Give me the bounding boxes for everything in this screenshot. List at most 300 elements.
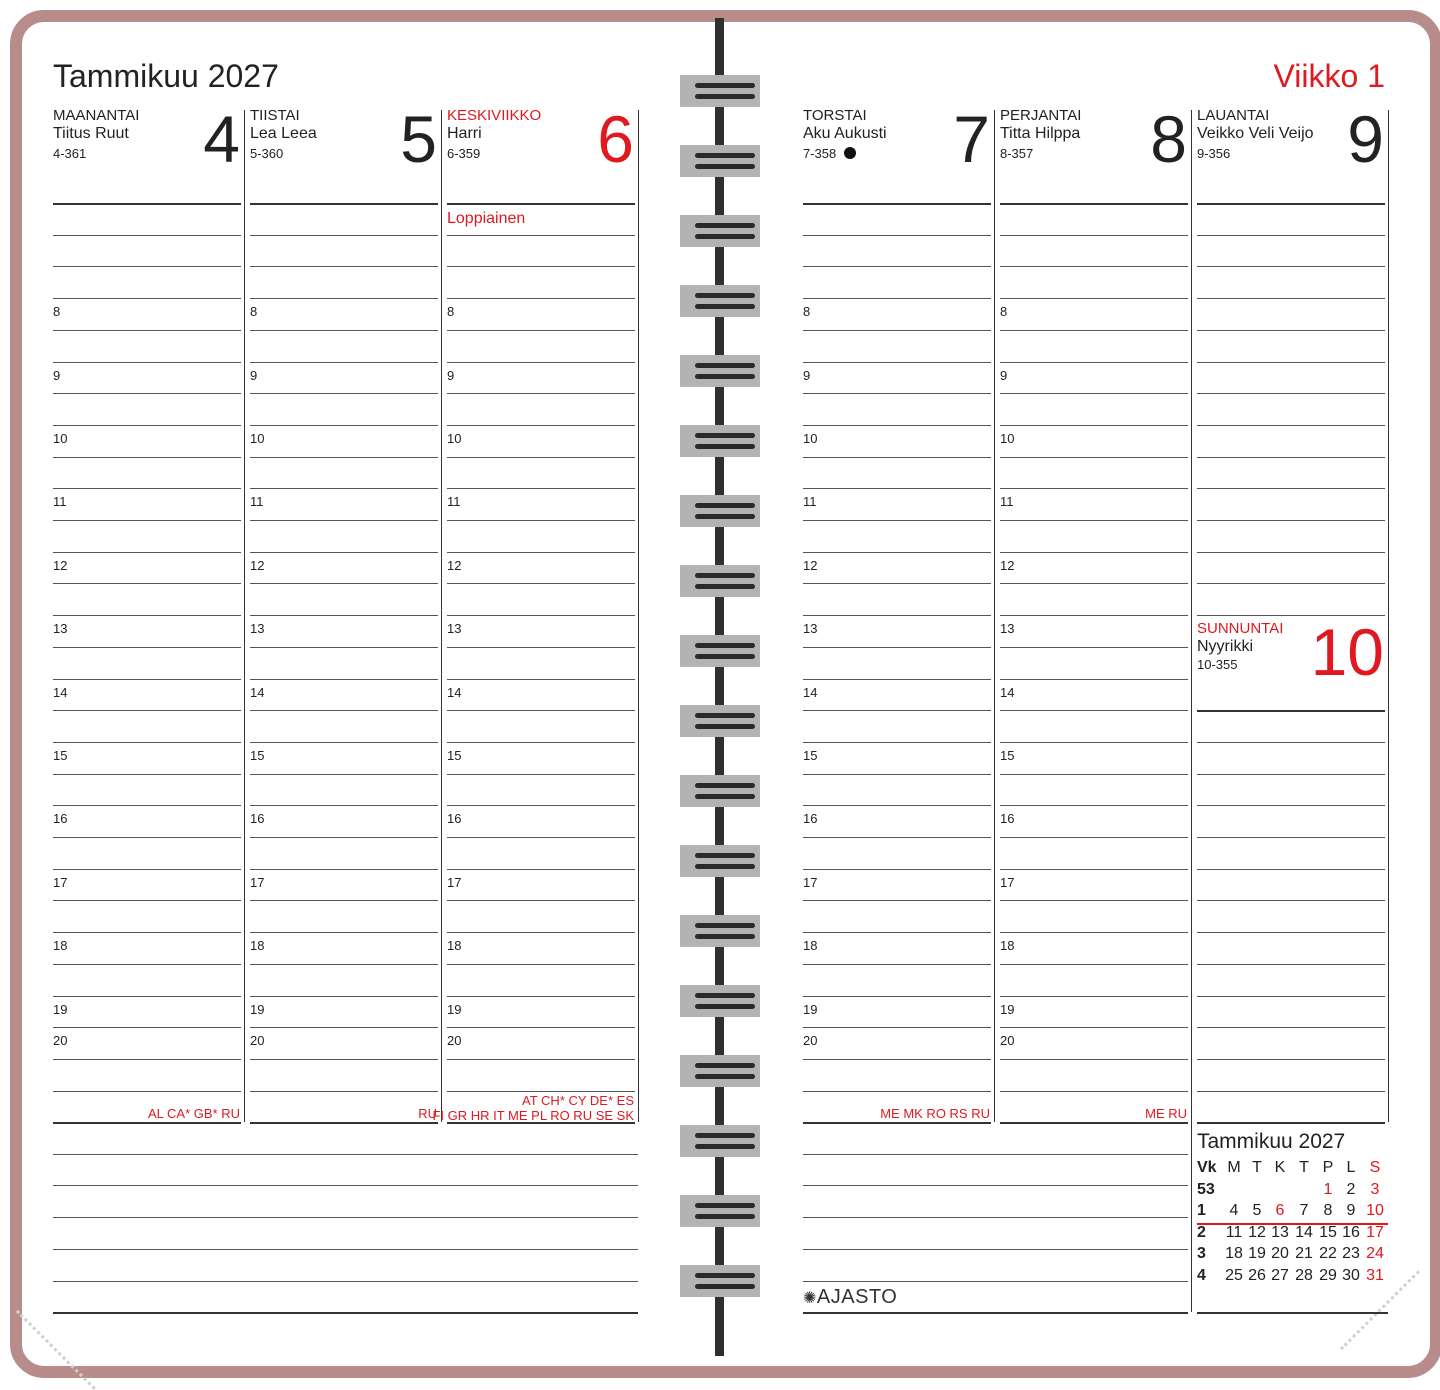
ruled-line bbox=[1000, 615, 1188, 616]
ring-slot bbox=[680, 1055, 760, 1087]
ruled-line bbox=[53, 425, 241, 426]
notes-line bbox=[803, 1217, 1188, 1218]
ring-slot bbox=[680, 845, 760, 877]
week-title: Viikko 1 bbox=[1273, 58, 1385, 94]
mini-calendar-header: T bbox=[1299, 1159, 1309, 1176]
ruled-line bbox=[447, 583, 635, 584]
spiral-ring bbox=[695, 713, 755, 718]
ruled-line bbox=[53, 488, 241, 489]
ring-slot bbox=[680, 985, 760, 1017]
flag-codes: AT CH* CY DE* ES bbox=[522, 1093, 634, 1108]
hour-label: 19 bbox=[250, 1002, 265, 1017]
ruled-line bbox=[1000, 1059, 1188, 1060]
ruled-line bbox=[53, 837, 241, 838]
hour-label: 12 bbox=[1000, 558, 1015, 573]
mini-calendar-day: 3 bbox=[1370, 1181, 1380, 1198]
ruled-line bbox=[53, 900, 241, 901]
notes-line bbox=[53, 1312, 638, 1314]
spiral-ring bbox=[695, 783, 755, 788]
hour-label: 16 bbox=[250, 811, 265, 826]
ruled-line bbox=[1197, 964, 1385, 965]
hour-label: 8 bbox=[1000, 304, 1008, 319]
ruled-line bbox=[53, 1122, 241, 1124]
ruled-line bbox=[803, 1091, 991, 1092]
mini-calendar-day: 21 bbox=[1295, 1245, 1313, 1262]
ruled-line bbox=[53, 996, 241, 997]
ruled-line bbox=[1197, 837, 1385, 838]
hour-label: 14 bbox=[447, 685, 462, 700]
column-divider bbox=[1191, 1122, 1192, 1312]
hour-label: 19 bbox=[1000, 1002, 1015, 1017]
ruled-line bbox=[250, 869, 438, 870]
ring-slot bbox=[680, 425, 760, 457]
ruled-line bbox=[1197, 583, 1385, 584]
weekday-label: SUNNUNTAI bbox=[1197, 620, 1284, 637]
mini-calendar-day: 1 bbox=[1323, 1181, 1333, 1198]
mini-calendar-week: 2 bbox=[1197, 1224, 1206, 1241]
ruled-line bbox=[447, 964, 635, 965]
namedays-label: Lea Leea bbox=[250, 125, 317, 142]
ruled-line bbox=[250, 393, 438, 394]
ruled-line bbox=[53, 774, 241, 775]
mini-calendar-day: 31 bbox=[1366, 1267, 1384, 1284]
ruled-line bbox=[1197, 805, 1385, 806]
ruled-line bbox=[250, 964, 438, 965]
day-code: 8-357 bbox=[1000, 146, 1034, 161]
namedays-label: Veikko Veli Veijo bbox=[1197, 125, 1314, 142]
ruled-line bbox=[1197, 932, 1385, 933]
mini-calendar-title: Tammikuu 2027 bbox=[1197, 1130, 1346, 1153]
mini-calendar-header: M bbox=[1227, 1159, 1241, 1176]
ruled-line bbox=[803, 679, 991, 680]
ring-slot bbox=[680, 635, 760, 667]
weekday-label: MAANANTAI bbox=[53, 107, 140, 124]
column-divider bbox=[638, 110, 639, 1122]
ruled-line bbox=[1000, 235, 1188, 236]
ruled-line bbox=[1000, 362, 1188, 363]
ruled-line bbox=[1197, 900, 1385, 901]
flag-codes: ME RU bbox=[1145, 1106, 1187, 1121]
mini-calendar-day: 22 bbox=[1319, 1245, 1337, 1262]
hour-label: 13 bbox=[447, 621, 462, 636]
day-code: 6-359 bbox=[447, 146, 481, 161]
spiral-ring bbox=[695, 374, 755, 379]
mini-calendar-day: 9 bbox=[1346, 1202, 1356, 1219]
ruled-line bbox=[1000, 679, 1188, 680]
mini-calendar-day: 28 bbox=[1295, 1267, 1313, 1284]
mini-calendar-day: 18 bbox=[1225, 1245, 1243, 1262]
ruled-line bbox=[803, 1122, 991, 1124]
ruled-line bbox=[803, 552, 991, 553]
hour-label: 18 bbox=[53, 938, 68, 953]
ruled-line bbox=[1000, 520, 1188, 521]
ruled-line bbox=[53, 615, 241, 616]
hour-label: 16 bbox=[53, 811, 68, 826]
ruled-line bbox=[250, 1027, 438, 1028]
hour-label: 16 bbox=[1000, 811, 1015, 826]
spiral-ring bbox=[695, 433, 755, 438]
hour-label: 10 bbox=[447, 431, 462, 446]
ruled-line bbox=[1000, 266, 1188, 267]
ruled-line bbox=[1000, 583, 1188, 584]
ruled-line bbox=[1000, 425, 1188, 426]
ruled-line bbox=[1197, 488, 1385, 489]
mini-calendar-header: P bbox=[1322, 1159, 1334, 1176]
spiral-ring bbox=[695, 1063, 755, 1068]
ruled-line bbox=[250, 457, 438, 458]
ruled-line bbox=[1197, 869, 1385, 870]
hour-label: 17 bbox=[803, 875, 818, 890]
ruled-line bbox=[250, 710, 438, 711]
ruled-line bbox=[250, 679, 438, 680]
ruled-line bbox=[1197, 774, 1385, 775]
ruled-line bbox=[447, 615, 635, 616]
ruled-line bbox=[1197, 520, 1385, 521]
mini-calendar-day: 16 bbox=[1342, 1224, 1360, 1241]
namedays-label: Aku Aukusti bbox=[803, 125, 887, 142]
logo-text: AJASTO bbox=[816, 1286, 898, 1308]
namedays-label: Harri bbox=[447, 125, 482, 142]
hour-label: 9 bbox=[1000, 368, 1008, 383]
ruled-line bbox=[803, 488, 991, 489]
spiral-ring bbox=[695, 94, 755, 99]
ruled-line bbox=[53, 393, 241, 394]
hour-label: 19 bbox=[803, 1002, 818, 1017]
hour-label: 13 bbox=[1000, 621, 1015, 636]
ruled-line bbox=[53, 932, 241, 933]
weekday-label: TIISTAI bbox=[250, 107, 300, 124]
holiday-label: Loppiainen bbox=[447, 210, 526, 227]
ruled-line bbox=[447, 774, 635, 775]
ruled-line bbox=[447, 203, 635, 205]
ruled-line bbox=[1197, 362, 1385, 363]
ruled-line bbox=[803, 774, 991, 775]
mini-calendar-day: 13 bbox=[1271, 1224, 1289, 1241]
ruled-line bbox=[447, 425, 635, 426]
mini-calendar-day: 14 bbox=[1295, 1224, 1313, 1241]
ruled-line bbox=[447, 710, 635, 711]
notes-line bbox=[53, 1281, 638, 1282]
weekday-label: PERJANTAI bbox=[1000, 107, 1082, 124]
ruled-line bbox=[803, 266, 991, 267]
notes-line bbox=[53, 1217, 638, 1218]
ruled-line bbox=[447, 900, 635, 901]
ruled-line bbox=[1000, 457, 1188, 458]
hour-label: 11 bbox=[250, 494, 264, 509]
notes-line bbox=[803, 1154, 1188, 1155]
mini-calendar-header: Vk bbox=[1197, 1159, 1217, 1176]
mini-calendar-header: S bbox=[1369, 1159, 1381, 1176]
ruled-line bbox=[803, 996, 991, 997]
ring-slot bbox=[680, 1265, 760, 1297]
spiral-ring bbox=[695, 654, 755, 659]
hour-label: 19 bbox=[53, 1002, 68, 1017]
ruled-line bbox=[53, 362, 241, 363]
ruled-line bbox=[1000, 1091, 1188, 1092]
ruled-line bbox=[53, 583, 241, 584]
hour-label: 18 bbox=[803, 938, 818, 953]
hour-label: 9 bbox=[447, 368, 455, 383]
sun-logo-icon: ✺ bbox=[803, 1290, 817, 1307]
hour-label: 16 bbox=[803, 811, 818, 826]
hour-label: 19 bbox=[447, 1002, 462, 1017]
hour-label: 13 bbox=[250, 621, 265, 636]
ruled-line bbox=[1197, 457, 1385, 458]
day-code: 10-355 bbox=[1197, 657, 1238, 672]
ruled-line bbox=[447, 932, 635, 933]
hour-label: 15 bbox=[250, 748, 265, 763]
mini-calendar-day: 25 bbox=[1225, 1267, 1243, 1284]
ruled-line bbox=[803, 330, 991, 331]
ruled-line bbox=[250, 362, 438, 363]
ruled-line bbox=[447, 457, 635, 458]
hour-label: 12 bbox=[250, 558, 265, 573]
flag-codes: ME MK RO RS RU bbox=[880, 1106, 990, 1121]
mini-calendar-header: T bbox=[1252, 1159, 1262, 1176]
day-number: 9 bbox=[1347, 102, 1384, 176]
hour-label: 20 bbox=[447, 1033, 462, 1048]
ruled-line bbox=[803, 235, 991, 236]
ruled-line bbox=[1000, 298, 1188, 299]
hour-label: 9 bbox=[803, 368, 811, 383]
ruled-line bbox=[53, 1059, 241, 1060]
holiday-flags bbox=[432, 1093, 634, 1123]
spiral-ring bbox=[695, 514, 755, 519]
mini-calendar-day: 17 bbox=[1366, 1224, 1384, 1241]
mini-calendar-header: L bbox=[1346, 1159, 1356, 1176]
ruled-line bbox=[1000, 869, 1188, 870]
column-divider bbox=[244, 110, 245, 1122]
spiral-ring bbox=[695, 164, 755, 169]
namedays-label: Titta Hilppa bbox=[1000, 125, 1081, 142]
mini-calendar-day: 12 bbox=[1248, 1224, 1266, 1241]
ruled-line bbox=[250, 1059, 438, 1060]
ruled-line bbox=[1197, 710, 1385, 712]
spiral-ring bbox=[695, 304, 755, 309]
ruled-line bbox=[1197, 425, 1385, 426]
ruled-line bbox=[1197, 203, 1385, 205]
day-number: 6 bbox=[597, 102, 634, 176]
hour-label: 9 bbox=[250, 368, 258, 383]
hour-label: 18 bbox=[250, 938, 265, 953]
hour-label: 18 bbox=[1000, 938, 1015, 953]
ruled-line bbox=[803, 362, 991, 363]
ruled-line bbox=[250, 805, 438, 806]
full-moon-icon bbox=[844, 147, 856, 159]
spiral-ring bbox=[695, 1133, 755, 1138]
mini-calendar-header: K bbox=[1274, 1159, 1286, 1176]
mini-calendar-day: 20 bbox=[1271, 1245, 1289, 1262]
ruled-line bbox=[447, 742, 635, 743]
ruled-line bbox=[250, 298, 438, 299]
ruled-line bbox=[1197, 266, 1385, 267]
mini-calendar-day: 4 bbox=[1229, 1202, 1239, 1219]
ruled-line bbox=[803, 425, 991, 426]
ruled-line bbox=[803, 932, 991, 933]
hour-label: 17 bbox=[1000, 875, 1015, 890]
ruled-line bbox=[1000, 647, 1188, 648]
holiday-flags bbox=[148, 1106, 240, 1121]
ruled-line bbox=[447, 647, 635, 648]
ruled-line bbox=[447, 837, 635, 838]
ruled-line bbox=[1000, 964, 1188, 965]
hour-label: 11 bbox=[53, 494, 67, 509]
mini-calendar-day: 30 bbox=[1342, 1267, 1360, 1284]
ruled-line bbox=[53, 235, 241, 236]
mini-calendar-week: 3 bbox=[1197, 1245, 1206, 1262]
spiral-ring bbox=[695, 234, 755, 239]
ring-slot bbox=[680, 495, 760, 527]
ruled-line bbox=[1000, 330, 1188, 331]
ruled-line bbox=[803, 520, 991, 521]
ring-slot bbox=[680, 355, 760, 387]
ruled-line bbox=[1197, 235, 1385, 236]
ruled-line bbox=[447, 679, 635, 680]
notes-line bbox=[803, 1281, 1188, 1282]
ruled-line bbox=[250, 552, 438, 553]
ruled-line bbox=[447, 996, 635, 997]
ruled-line bbox=[250, 900, 438, 901]
ruled-line bbox=[1000, 805, 1188, 806]
ruled-line bbox=[1197, 742, 1385, 743]
day-number: 5 bbox=[400, 102, 437, 176]
ruled-line bbox=[250, 774, 438, 775]
day-code: 9-356 bbox=[1197, 146, 1231, 161]
spiral-ring bbox=[695, 363, 755, 368]
spiral-ring bbox=[695, 853, 755, 858]
spiral-ring bbox=[695, 643, 755, 648]
ruled-line bbox=[1000, 203, 1188, 205]
holiday-flags bbox=[1145, 1106, 1187, 1121]
ring-slot bbox=[680, 775, 760, 807]
ruled-line bbox=[250, 520, 438, 521]
ruled-line bbox=[1197, 1312, 1388, 1314]
ruled-line bbox=[1197, 1091, 1385, 1092]
ruled-line bbox=[803, 742, 991, 743]
mini-calendar-day: 5 bbox=[1252, 1202, 1262, 1219]
ruled-line bbox=[803, 805, 991, 806]
mini-calendar-day: 8 bbox=[1323, 1202, 1333, 1219]
spiral-ring bbox=[695, 83, 755, 88]
hour-label: 17 bbox=[53, 875, 68, 890]
hour-label: 11 bbox=[1000, 494, 1014, 509]
hour-label: 12 bbox=[53, 558, 68, 573]
ruled-line bbox=[1000, 393, 1188, 394]
spiral-ring bbox=[695, 1203, 755, 1208]
mini-calendar-day: 15 bbox=[1319, 1224, 1337, 1241]
weekday-label: TORSTAI bbox=[803, 107, 867, 124]
ruled-line bbox=[803, 964, 991, 965]
spiral-ring bbox=[695, 223, 755, 228]
ruled-line bbox=[53, 457, 241, 458]
hour-label: 10 bbox=[803, 431, 818, 446]
hour-label: 12 bbox=[447, 558, 462, 573]
ruled-line bbox=[53, 647, 241, 648]
hour-label: 15 bbox=[803, 748, 818, 763]
ruled-line bbox=[803, 710, 991, 711]
ruled-line bbox=[1000, 742, 1188, 743]
ring-slot bbox=[680, 915, 760, 947]
ruled-line bbox=[447, 488, 635, 489]
flag-codes: FI GR HR IT ME PL RO RU SE SK bbox=[432, 1108, 634, 1123]
ruled-line bbox=[447, 869, 635, 870]
ruled-line bbox=[53, 742, 241, 743]
ruled-line bbox=[803, 900, 991, 901]
ruled-line bbox=[1197, 330, 1385, 331]
mini-calendar-day: 23 bbox=[1342, 1245, 1360, 1262]
ruled-line bbox=[1197, 393, 1385, 394]
ruled-line bbox=[447, 266, 635, 267]
spiral-ring bbox=[695, 503, 755, 508]
hour-label: 14 bbox=[53, 685, 68, 700]
mini-calendar-day: 29 bbox=[1319, 1267, 1337, 1284]
ruled-line bbox=[53, 805, 241, 806]
ruled-line bbox=[1000, 552, 1188, 553]
ruled-line bbox=[803, 647, 991, 648]
ruled-line bbox=[447, 805, 635, 806]
spiral-ring bbox=[695, 153, 755, 158]
ruled-line bbox=[447, 520, 635, 521]
hour-label: 20 bbox=[250, 1033, 265, 1048]
spiral-ring bbox=[695, 1144, 755, 1149]
mini-calendar-day: 11 bbox=[1225, 1224, 1243, 1241]
ruled-line bbox=[250, 235, 438, 236]
hour-label: 13 bbox=[803, 621, 818, 636]
ruled-line bbox=[53, 203, 241, 205]
ruled-line bbox=[447, 330, 635, 331]
current-week-underline bbox=[1197, 1223, 1388, 1225]
hour-label: 11 bbox=[447, 494, 461, 509]
ruled-line bbox=[250, 583, 438, 584]
namedays-label: Nyyrikki bbox=[1197, 638, 1253, 655]
hour-label: 8 bbox=[250, 304, 258, 319]
ruled-line bbox=[447, 552, 635, 553]
ruled-line bbox=[250, 647, 438, 648]
spiral-ring bbox=[695, 293, 755, 298]
mini-calendar-day: 24 bbox=[1366, 1245, 1384, 1262]
ruled-line bbox=[803, 1059, 991, 1060]
flag-codes: RU bbox=[418, 1106, 437, 1121]
ruled-line bbox=[53, 266, 241, 267]
mini-calendar-day: 7 bbox=[1299, 1202, 1309, 1219]
mini-calendar-day: 27 bbox=[1271, 1267, 1289, 1284]
spiral-ring bbox=[695, 1004, 755, 1009]
notes-line bbox=[803, 1185, 1188, 1186]
ruled-line bbox=[1000, 837, 1188, 838]
ruled-line bbox=[250, 330, 438, 331]
ruled-line bbox=[1197, 1122, 1385, 1124]
ruled-line bbox=[53, 1027, 241, 1028]
ruled-line bbox=[53, 869, 241, 870]
ruled-line bbox=[53, 520, 241, 521]
ruled-line bbox=[1197, 996, 1385, 997]
notes-line bbox=[803, 1249, 1188, 1250]
ruled-line bbox=[803, 869, 991, 870]
spiral-ring bbox=[695, 444, 755, 449]
hour-label: 15 bbox=[1000, 748, 1015, 763]
hour-label: 17 bbox=[250, 875, 265, 890]
ruled-line bbox=[250, 1091, 438, 1092]
ruled-line bbox=[803, 298, 991, 299]
spiral-ring bbox=[695, 584, 755, 589]
mini-calendar-day: 10 bbox=[1366, 1202, 1384, 1219]
column-divider bbox=[1388, 110, 1389, 1122]
hour-label: 8 bbox=[803, 304, 811, 319]
ruled-line bbox=[803, 837, 991, 838]
mini-calendar-week: 1 bbox=[1197, 1202, 1206, 1219]
spiral-ring bbox=[695, 993, 755, 998]
day-number: 4 bbox=[203, 102, 240, 176]
